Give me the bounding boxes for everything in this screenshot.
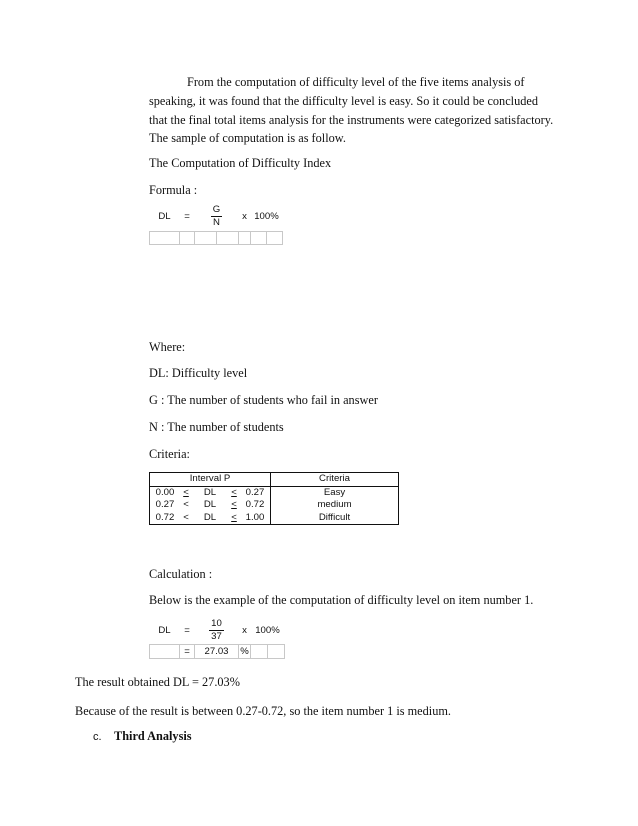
formula-fraction	[211, 204, 222, 229]
interval-high: 0.27	[240, 486, 271, 499]
interval-low: 0.00	[155, 486, 175, 498]
criteria-value: Difficult	[318, 511, 351, 523]
formula-label: Formula :	[149, 183, 198, 197]
formula-table	[149, 203, 283, 245]
formula-numerator: G	[212, 204, 221, 216]
formula-equals: =	[184, 211, 190, 223]
calc-percent: 100%	[255, 624, 280, 636]
section-title: Third Analysis	[114, 729, 192, 743]
calc-times: x	[242, 624, 247, 636]
formula-denominator: N	[213, 217, 220, 229]
interval-high: 0.72	[240, 499, 271, 512]
intro-line-4: The sample of computation is as follow.	[149, 131, 346, 145]
calculation-intro: Below is the example of the computation of difficulty level on item number 1.	[149, 593, 534, 607]
calculation-label: Calculation :	[149, 567, 213, 581]
criteria-value: medium	[317, 499, 352, 510]
formula-times: x	[242, 211, 247, 223]
criteria-row	[150, 512, 399, 525]
intro-line-2: speaking, it was found that the difficulty level is easy. So it could be concluded	[149, 94, 538, 108]
calc-numerator: 10	[211, 617, 222, 629]
calc-equals: =	[184, 624, 190, 636]
calculation-table	[149, 617, 285, 659]
formula-percent: 100%	[254, 211, 279, 223]
interval-op: <	[183, 486, 189, 498]
criteria-header-interval: Interval P	[150, 473, 271, 487]
definition-n: N : The number of students	[149, 420, 284, 434]
criteria-header-criteria: Criteria	[271, 473, 399, 487]
interval-op: <	[183, 499, 189, 510]
interval-mid: DL	[203, 499, 217, 510]
calc-denominator: 37	[211, 630, 222, 642]
criteria-table	[149, 472, 399, 525]
calc-result: 27.03	[204, 645, 229, 657]
computation-title: The Computation of Difficulty Index	[149, 156, 332, 170]
definition-dl: DL: Difficulty level	[149, 366, 248, 380]
criteria-label: Criteria:	[149, 447, 190, 461]
interval-low: 0.27	[155, 499, 175, 510]
calc-result-unit: %	[240, 645, 249, 657]
conclusion-text: Because of the result is between 0.27-0.72, so the item number 1 is medium.	[75, 704, 451, 718]
calc-equals-2: =	[184, 645, 190, 657]
formula-lhs: DL	[158, 211, 171, 223]
calc-fraction	[209, 618, 224, 643]
definition-g: G : The number of students who fail in answer	[149, 393, 378, 407]
criteria-value: Easy	[323, 486, 346, 498]
interval-mid: DL	[203, 486, 217, 498]
interval-op: <	[183, 511, 189, 523]
criteria-row	[150, 499, 399, 512]
interval-op: <	[231, 486, 237, 498]
interval-op: <	[231, 511, 237, 523]
section-letter: c.	[93, 731, 102, 743]
intro-line-3: that the final total items analysis for the instruments were categorized satisfactory.	[149, 113, 554, 127]
interval-low: 0.72	[155, 511, 175, 523]
interval-mid: DL	[203, 511, 217, 523]
result-text: The result obtained DL = 27.03%	[75, 675, 240, 689]
interval-high: 1.00	[240, 512, 271, 525]
criteria-row	[150, 486, 399, 499]
intro-line-1: From the computation of difficulty level of the five items analysis of	[187, 75, 525, 89]
interval-op: <	[231, 499, 237, 510]
where-label: Where:	[149, 340, 186, 354]
calc-lhs: DL	[158, 624, 171, 636]
